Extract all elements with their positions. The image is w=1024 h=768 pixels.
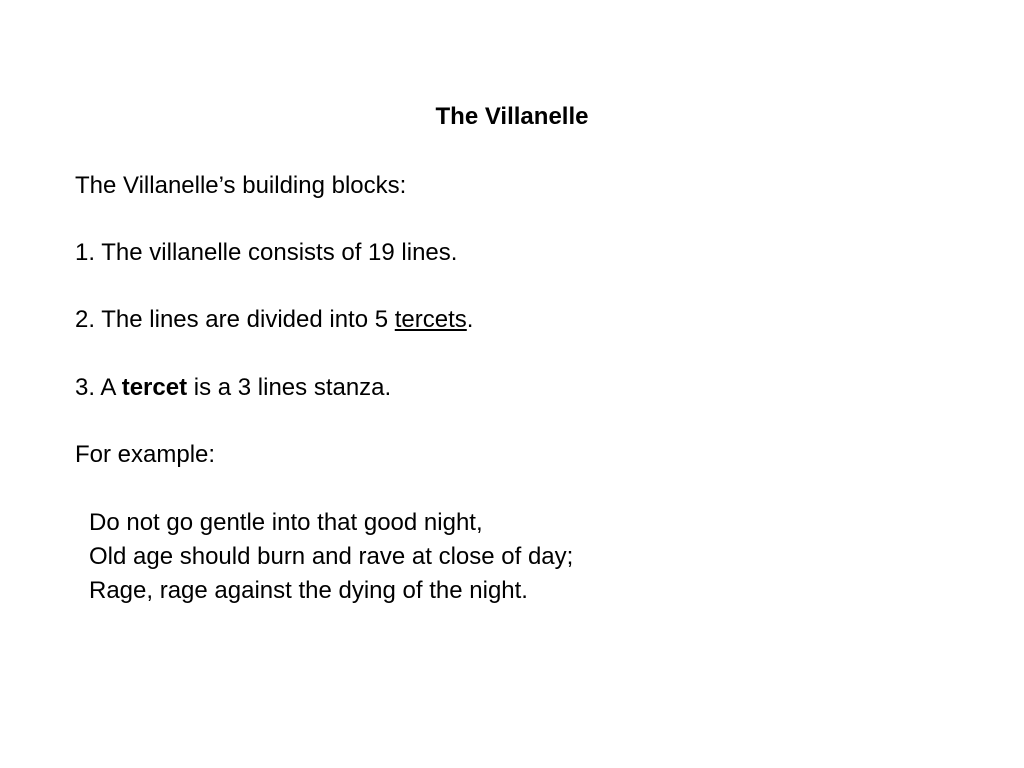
- point-3-text: 3. A: [75, 374, 122, 401]
- tercet-bold: tercet: [121, 374, 188, 401]
- example-label: For example:: [75, 441, 216, 468]
- intro-text: The Villanelle’s building blocks:: [75, 172, 407, 199]
- poem-line-2: Old age should burn and rave at close of day;: [89, 543, 574, 570]
- poem-line-1: Do not go gentle into that good night,: [89, 509, 483, 536]
- point-3-rest: is a 3 lines stanza.: [187, 374, 392, 401]
- point-2-period: .: [466, 306, 474, 333]
- point-1: 1. The villanelle consists of 19 lines.: [75, 239, 458, 266]
- point-3: [75, 374, 391, 402]
- slide-title: The Villanelle: [435, 103, 589, 130]
- point-2-text: 2. The lines are divided into 5: [75, 306, 395, 333]
- tercets-underlined: tercets: [394, 306, 467, 333]
- point-2: [75, 306, 473, 334]
- poem-line-3: Rage, rage against the dying of the night.: [89, 577, 528, 604]
